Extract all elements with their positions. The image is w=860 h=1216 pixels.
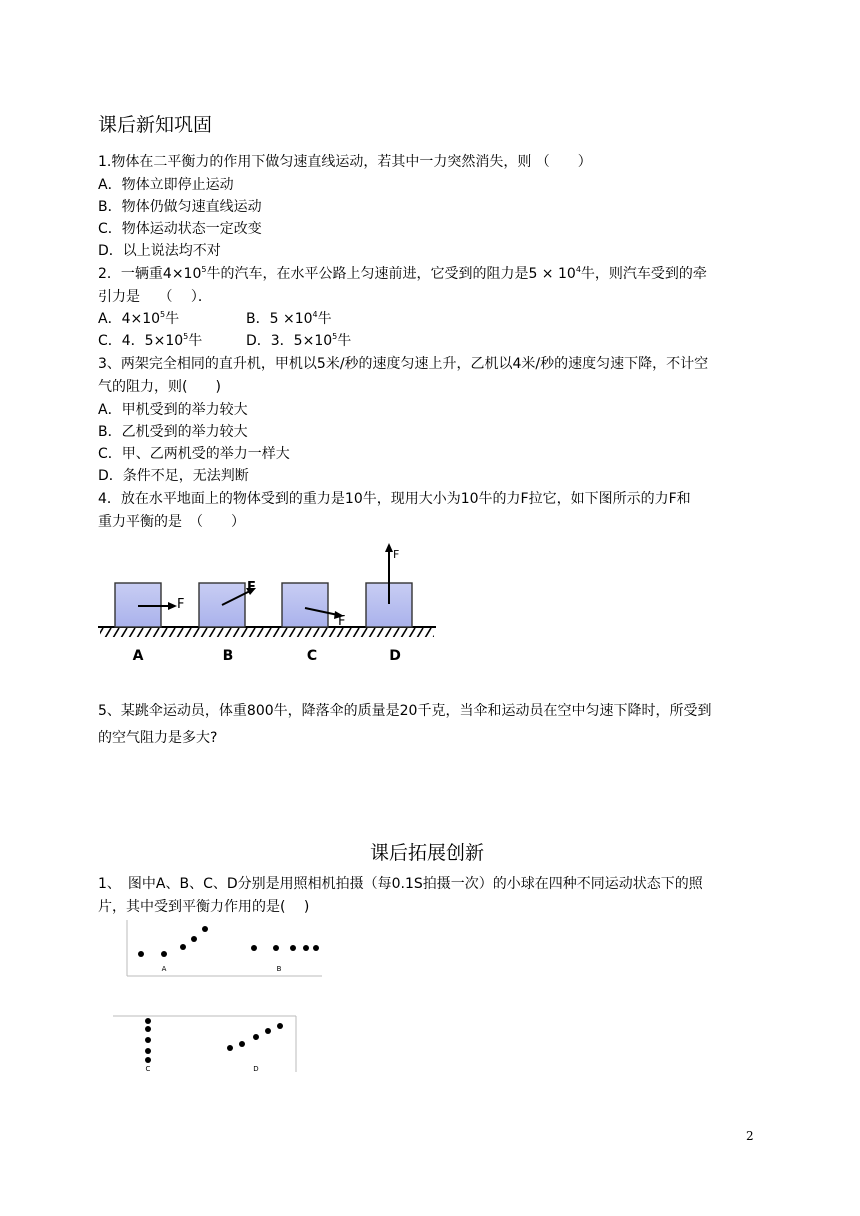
q2-exponent: 5 <box>183 332 189 341</box>
q4-stem-line2: 重力平衡的是 （ ） <box>98 514 245 530</box>
q4-stem-line1: 4．放在水平地面上的物体受到的重力是10牛，现用大小为10牛的力F拉它，如下图所示的力F和 <box>98 491 691 507</box>
q3-stem-line1: 3、两架完全相同的直升机，甲机以5米/秒的速度匀速上升，乙机以4米/秒的速度匀速下降，不计空 <box>98 356 709 372</box>
q2-stem-part: 2．一辆重4×10 <box>98 266 202 282</box>
q2-stem-part: 牛的汽车，在水平公路上匀速前进，它受到的阻力是5 × 10 <box>206 266 576 282</box>
force-label-b: F <box>247 580 256 595</box>
q2-stem-line2: 引力是 （ ）． <box>98 289 212 305</box>
q2-option-text: D．3．5×10 <box>246 333 333 349</box>
photo-label-b: B <box>276 965 282 973</box>
q2-exponent: 5 <box>160 310 166 319</box>
q2-option-text: B．5 ×10 <box>246 311 313 327</box>
photo-label-a: A <box>161 965 167 973</box>
q2-option-unit: 牛 <box>337 333 352 349</box>
q2-option-unit: 牛 <box>165 311 180 327</box>
q2-option-text: C．4．5×10 <box>98 333 184 349</box>
q2-stem-part: 牛，则汽车受到的牵 <box>580 266 707 282</box>
q2-option-a <box>98 310 179 328</box>
q3-option-d: D．条件不足，无法判断 <box>98 468 249 484</box>
q2-exponent: 4 <box>312 310 318 319</box>
force-label-c: F <box>338 614 346 629</box>
q2-option-b <box>246 310 332 328</box>
q2-option-unit: 牛 <box>188 333 203 349</box>
q2-stem <box>98 265 707 283</box>
block-c <box>282 583 328 627</box>
q2-exponent: 5 <box>201 265 207 274</box>
ball-sequence-b <box>251 945 319 951</box>
force-label-a: F <box>177 597 185 612</box>
q1-stem: 1.物体在二平衡力的作用下做匀速直线运动，若其中一力突然消失，则 （ ） <box>98 154 592 170</box>
figure-label-d: D <box>389 648 401 664</box>
figure-label-c: C <box>306 648 318 664</box>
page-number: 2 <box>746 1129 754 1143</box>
q2-option-d <box>246 332 351 350</box>
force-label-d: F <box>393 548 400 561</box>
q1-option-d: D．以上说法均不对 <box>98 243 221 259</box>
q2-option-c <box>98 332 202 350</box>
ball-sequence-a <box>138 926 208 957</box>
ball-sequence-d <box>227 1023 283 1051</box>
photo-label-c: C <box>145 1065 151 1073</box>
ball-sequence-c <box>145 1018 151 1063</box>
q3-option-b: B．乙机受到的举力较大 <box>98 424 248 440</box>
q3-stem-line2: 气的阻力，则( ) <box>98 379 221 395</box>
q1-option-c: C．物体运动状态一定改变 <box>98 221 262 237</box>
q3-option-a: A．甲机受到的举力较大 <box>98 402 248 418</box>
q2-exponent: 5 <box>332 332 338 341</box>
figure-label-b: B <box>222 648 234 664</box>
section-title-consolidation: 课后新知巩固 <box>98 114 213 136</box>
photo-label-d: D <box>253 1065 259 1073</box>
figure-label-a: A <box>132 648 144 664</box>
e1-stem-line2: 片，其中受到平衡力作用的是( ) <box>98 899 310 915</box>
e1-photo-figure-ab <box>126 918 324 978</box>
q1-option-a: A．物体立即停止运动 <box>98 177 234 193</box>
q2-option-text: A．4×10 <box>98 311 161 327</box>
e1-photo-figure-cd <box>112 1012 298 1074</box>
q5-stem-line1: 5、某跳伞运动员，体重800牛，降落伞的质量是20千克，当伞和运动员在空中匀速下降时，所受到 <box>98 703 712 719</box>
q4-force-figure <box>96 538 441 668</box>
q2-option-unit: 牛 <box>317 311 332 327</box>
q3-option-c: C．甲、乙两机受的举力一样大 <box>98 446 290 462</box>
section-title-extension: 课后拓展创新 <box>370 842 485 864</box>
q1-option-b: B．物体仍做匀速直线运动 <box>98 199 262 215</box>
e1-stem-line1: 1、 图中A、B、C、D分别是用照相机拍摄（每0.1S拍摄一次）的小球在四种不同运动状态下的照 <box>98 876 703 892</box>
q5-stem-line2: 的空气阻力是多大? <box>98 730 218 746</box>
q2-exponent: 4 <box>575 265 581 274</box>
